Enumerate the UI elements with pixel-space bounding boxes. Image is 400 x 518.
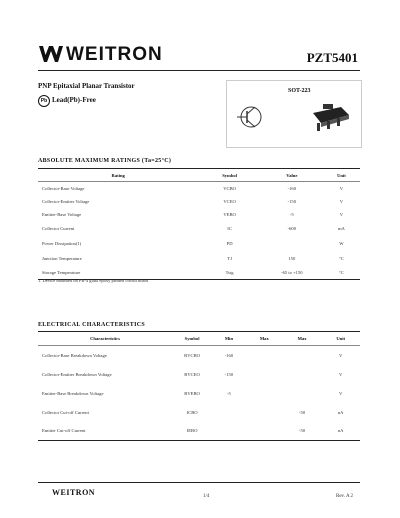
logo-text: WEITRON xyxy=(66,44,163,65)
transistor-symbol-icon xyxy=(233,97,273,137)
characteristic-cell: Collector Cut-off Current xyxy=(42,409,89,415)
max-cell xyxy=(246,422,283,441)
footer-rule xyxy=(38,482,360,483)
min-cell xyxy=(212,422,246,441)
symbol-cell: BVCBO xyxy=(184,352,200,358)
weitron-logo xyxy=(38,44,208,64)
max-cell xyxy=(283,384,322,403)
part-number: PZT5401 xyxy=(306,50,358,65)
product-subtitle: PNP Epitaxial Planar Transistor xyxy=(38,82,135,90)
symbol-cell: Tstg xyxy=(225,269,234,275)
table-row xyxy=(38,384,360,403)
value-cell: -5 xyxy=(289,211,294,217)
unit-cell: nA xyxy=(337,428,344,434)
max-cell xyxy=(246,403,283,422)
header-unit: Unit xyxy=(337,172,346,178)
header-max-2: Max xyxy=(297,336,307,341)
table-row xyxy=(38,182,360,195)
value-cell: -600 xyxy=(287,225,297,231)
elec-title: ELECTRICAL CHARACTERISTICS xyxy=(38,322,145,328)
table-row xyxy=(38,422,360,441)
min-cell xyxy=(212,403,246,422)
symbol-cell: BVCEO xyxy=(184,371,200,377)
header-rating: Rating xyxy=(111,172,125,178)
rating-cell: Storage Temperature xyxy=(42,269,81,275)
rating-cell: Collector-Emitter Voltage xyxy=(42,198,90,204)
symbol-cell: TJ xyxy=(227,255,232,261)
table-row xyxy=(38,208,360,221)
value-cell: -65 to +150 xyxy=(281,269,303,275)
max-cell xyxy=(246,384,283,403)
min-cell: -160 xyxy=(224,352,234,358)
weitron-logo-icon xyxy=(38,44,64,64)
symbol-cell: IC xyxy=(227,225,232,231)
symbol-cell: IEBO xyxy=(186,428,198,434)
abs-max-note: 1. Device mounted on FR-4 glass epoxy printed circuit board xyxy=(38,278,149,283)
unit-cell: mA xyxy=(337,225,345,231)
characteristic-cell: Collector-Base Breakdown Voltage xyxy=(42,352,107,358)
table-row xyxy=(38,221,360,236)
header-symbol: Symbol xyxy=(184,336,200,341)
revision-label: Rev. A 2 xyxy=(336,494,354,499)
unit-cell: °C xyxy=(338,255,344,261)
symbol-cell: ICBO xyxy=(186,409,198,415)
abs-max-title: ABSOLUTE MAXIMUM RATINGS (Ta=25°C) xyxy=(38,158,172,164)
page-number: 1/4 xyxy=(203,494,210,499)
table-row xyxy=(38,251,360,266)
unit-cell: W xyxy=(339,240,344,246)
table-row xyxy=(38,346,360,365)
footer-logo: WEITRON xyxy=(52,488,96,497)
max-cell xyxy=(246,365,283,384)
value-cell: 150 xyxy=(288,255,296,261)
symbol-cell: VCBO xyxy=(223,185,236,191)
unit-cell: V xyxy=(339,371,343,377)
value-cell: -150 xyxy=(287,198,297,204)
elec-table xyxy=(38,331,360,441)
abs-max-table xyxy=(38,168,360,280)
lead-free-label: Lead(Pb)-Free xyxy=(52,96,96,104)
table-row xyxy=(38,236,360,251)
unit-cell: V xyxy=(339,352,343,358)
max-cell xyxy=(283,365,322,384)
header-value: Value xyxy=(286,172,298,178)
characteristic-cell: Emitter-Base Breakdown Voltage xyxy=(42,390,104,396)
value-cell: -160 xyxy=(287,185,297,191)
table-row xyxy=(38,195,360,208)
max-cell xyxy=(283,346,322,365)
sot223-package-icon xyxy=(305,101,353,137)
max-cell xyxy=(246,346,283,365)
unit-cell: V xyxy=(339,390,343,396)
header-unit: Unit xyxy=(336,336,346,341)
min-cell: -150 xyxy=(224,371,234,377)
table-row xyxy=(38,403,360,422)
header-characteristics: Characteristics xyxy=(90,336,120,341)
rating-cell: Collector Current xyxy=(42,225,75,231)
table-row xyxy=(38,365,360,384)
rating-cell: Power Dissipation(1) xyxy=(42,240,82,246)
symbol-cell: BVEBO xyxy=(184,390,200,396)
unit-cell: V xyxy=(339,185,344,191)
rating-cell: Emitter-Base Voltage xyxy=(42,211,82,217)
rating-cell: Collector-Base Voltage xyxy=(42,185,85,191)
unit-cell: V xyxy=(339,198,344,204)
pb-free-icon: Pb xyxy=(38,95,50,107)
characteristic-cell: Emitter Cut-off Current xyxy=(42,428,86,434)
max-cell: -50 xyxy=(299,409,306,415)
value-cell xyxy=(261,236,323,251)
min-cell: -5 xyxy=(227,390,231,396)
unit-cell: nA xyxy=(337,409,344,415)
header-min: Min xyxy=(224,336,234,341)
symbol-cell: PD xyxy=(226,240,233,246)
package-label: SOT-223 xyxy=(288,88,311,94)
unit-cell: V xyxy=(339,211,344,217)
header-symbol: Symbol xyxy=(222,172,237,178)
characteristic-cell: Collector-Emitter Breakdown Voltage xyxy=(42,371,112,377)
symbol-cell: VCEO xyxy=(223,198,236,204)
unit-cell: °C xyxy=(338,269,344,275)
symbol-cell: VEBO xyxy=(223,211,236,217)
rating-cell: Junction Temperature xyxy=(42,255,82,261)
max-cell: -50 xyxy=(299,428,306,434)
header-rule xyxy=(38,70,360,71)
header-max-1: Max xyxy=(259,336,269,341)
